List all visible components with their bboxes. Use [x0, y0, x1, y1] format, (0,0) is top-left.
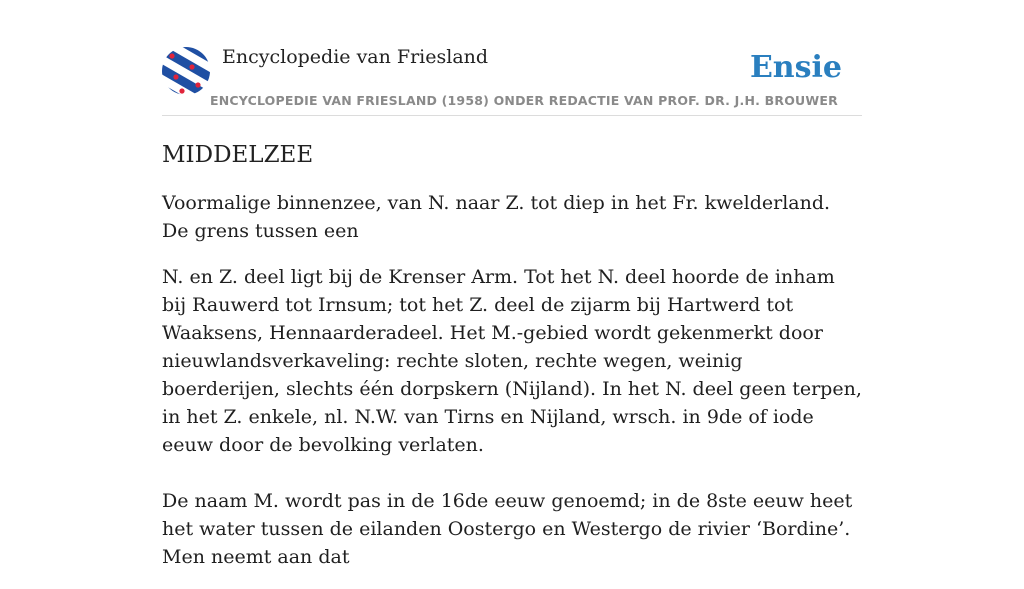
encyclopedia-title[interactable]: Encyclopedie van Friesland: [222, 46, 489, 68]
entry-paragraph: De naam M. wordt pas in de 16de eeuw genoemd; in de 8ste eeuw heet het water tussen de eilanden Oostergo en Westergo de rivier ‘Bordine’. Men neemt aan dat: [162, 490, 853, 568]
entry-content: [162, 138, 862, 589]
encyclopedia-subtitle: ENCYCLOPEDIE VAN FRIESLAND (1958) ONDER REDACTIE VAN PROF. DR. J.H. BROUWER: [210, 93, 838, 108]
frisian-flag-icon[interactable]: [162, 47, 210, 95]
site-header: [162, 44, 862, 116]
entry-paragraph: N. en Z. deel ligt bij de Krenser Arm. Tot het N. deel hoorde de inham bij Rauwerd tot Irnsum; tot het Z. deel de zijarm bij Hartwerd tot Waaksens, Hennaarderadeel. Het M.-gebied wordt gekenmerkt door nieuwlandsverkaveling: rechte sloten, rechte wegen, weinig boerderijen, slechts één dorpskern (Nijland). In het N. deel geen terpen, in het Z. enkele, nl. N.W. van Tirns en Nijland, wrsch. in 9de of iode eeuw door de bevolking verlaten.: [162, 266, 862, 456]
entry-paragraph: Voormalige binnenzee, van N. naar Z. tot diep in het Fr. kwelderland. De grens tussen een: [162, 192, 831, 242]
entry-title: MIDDELZEE: [162, 142, 314, 168]
ensie-brand-link[interactable]: Ensie: [749, 50, 842, 85]
